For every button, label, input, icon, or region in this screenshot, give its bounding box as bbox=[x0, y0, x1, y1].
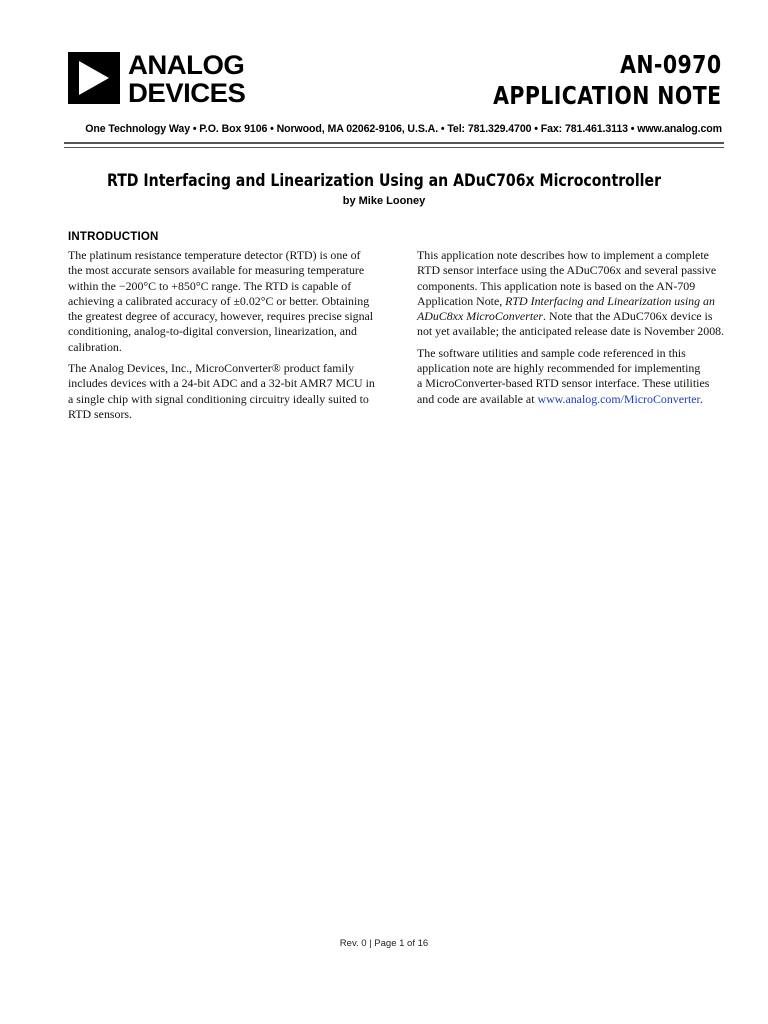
text-line: RTD sensor interface using the ADuC706x and several passive bbox=[417, 263, 717, 278]
right-paragraph-2 bbox=[417, 346, 727, 407]
logo-line-2: DEVICES bbox=[128, 78, 246, 108]
text-segment: . bbox=[699, 391, 703, 406]
text-line: application note are highly recommended for implementing bbox=[417, 361, 701, 376]
author-byline: by Mike Looney bbox=[342, 195, 426, 207]
text-line: within the −200°C to +850°C range. The RTD is capable of bbox=[68, 278, 352, 293]
text-line bbox=[417, 392, 727, 407]
logo-wordmark bbox=[128, 52, 245, 108]
text-segment: Application Note, bbox=[417, 293, 506, 308]
section-heading-introduction: INTRODUCTION bbox=[68, 231, 159, 243]
reference-title: ADuC8xx MicroConverter bbox=[417, 309, 544, 324]
analog-devices-logo bbox=[68, 50, 246, 108]
text-line: includes devices with a 24-bit ADC and a 32-bit AMR7 MCU in bbox=[68, 376, 375, 391]
text-line: the most accurate sensors available for measuring temperature bbox=[68, 263, 365, 278]
text-line: a MicroConverter-based RTD sensor interface. These utilities bbox=[417, 376, 710, 391]
logo-line-1: ANALOG bbox=[128, 50, 245, 80]
left-column bbox=[68, 230, 378, 428]
text-line: calibration. bbox=[68, 339, 122, 354]
text-line: This application note describes how to implement a complete bbox=[417, 248, 709, 262]
header-rule-thin bbox=[64, 147, 724, 148]
reference-title: RTD Interfacing and Linearization using an bbox=[505, 293, 715, 308]
header-rule-thick bbox=[64, 142, 724, 144]
document-title: RTD Interfacing and Linearization Using an ADuC706x Microcontroller bbox=[106, 171, 662, 190]
text-line: components. This application note is based on the AN-709 bbox=[417, 278, 696, 293]
text-line: not yet available; the anticipated release date is November 2008. bbox=[417, 324, 725, 339]
right-paragraph-1 bbox=[417, 248, 727, 340]
text-line: The platinum resistance temperature detector (RTD) is one of bbox=[68, 248, 361, 262]
text-line: conditioning, analog-to-digital conversion, linearization, and bbox=[68, 324, 357, 339]
logo-triangle-icon bbox=[68, 52, 120, 104]
document-type: APPLICATION NOTE bbox=[493, 81, 722, 110]
text-line bbox=[417, 309, 727, 324]
text-line bbox=[417, 294, 727, 309]
text-line: the greatest degree of accuracy, however, requires precise signal bbox=[68, 309, 374, 324]
company-address: One Technology Way • P.O. Box 9106 • Norwood, MA 02062-9106, U.S.A. • Tel: 781.329.4700 • Fax: 781.461.3113 • www.analog.com bbox=[85, 123, 722, 135]
right-column bbox=[417, 248, 727, 413]
text-segment: and code are available at bbox=[417, 391, 538, 406]
document-id bbox=[443, 50, 722, 112]
text-line: The Analog Devices, Inc., MicroConverter® product family bbox=[68, 361, 355, 376]
text-line: RTD sensors. bbox=[68, 406, 133, 421]
text-line: achieving a calibrated accuracy of ±0.02°C or better. Obtaining bbox=[68, 293, 370, 308]
microconverter-link[interactable]: www.analog.com/MicroConverter bbox=[537, 391, 700, 406]
text-line: The software utilities and sample code referenced in this bbox=[417, 345, 686, 360]
text-line: a single chip with signal conditioning circuitry ideally suited to bbox=[68, 391, 369, 406]
page-footer: Rev. 0 | Page 1 of 16 bbox=[339, 938, 429, 949]
text-segment: . Note that the ADuC706x device is bbox=[543, 309, 713, 324]
intro-paragraph-1 bbox=[68, 248, 378, 355]
intro-paragraph-2 bbox=[68, 361, 378, 422]
document-number: AN-0970 bbox=[620, 50, 722, 79]
